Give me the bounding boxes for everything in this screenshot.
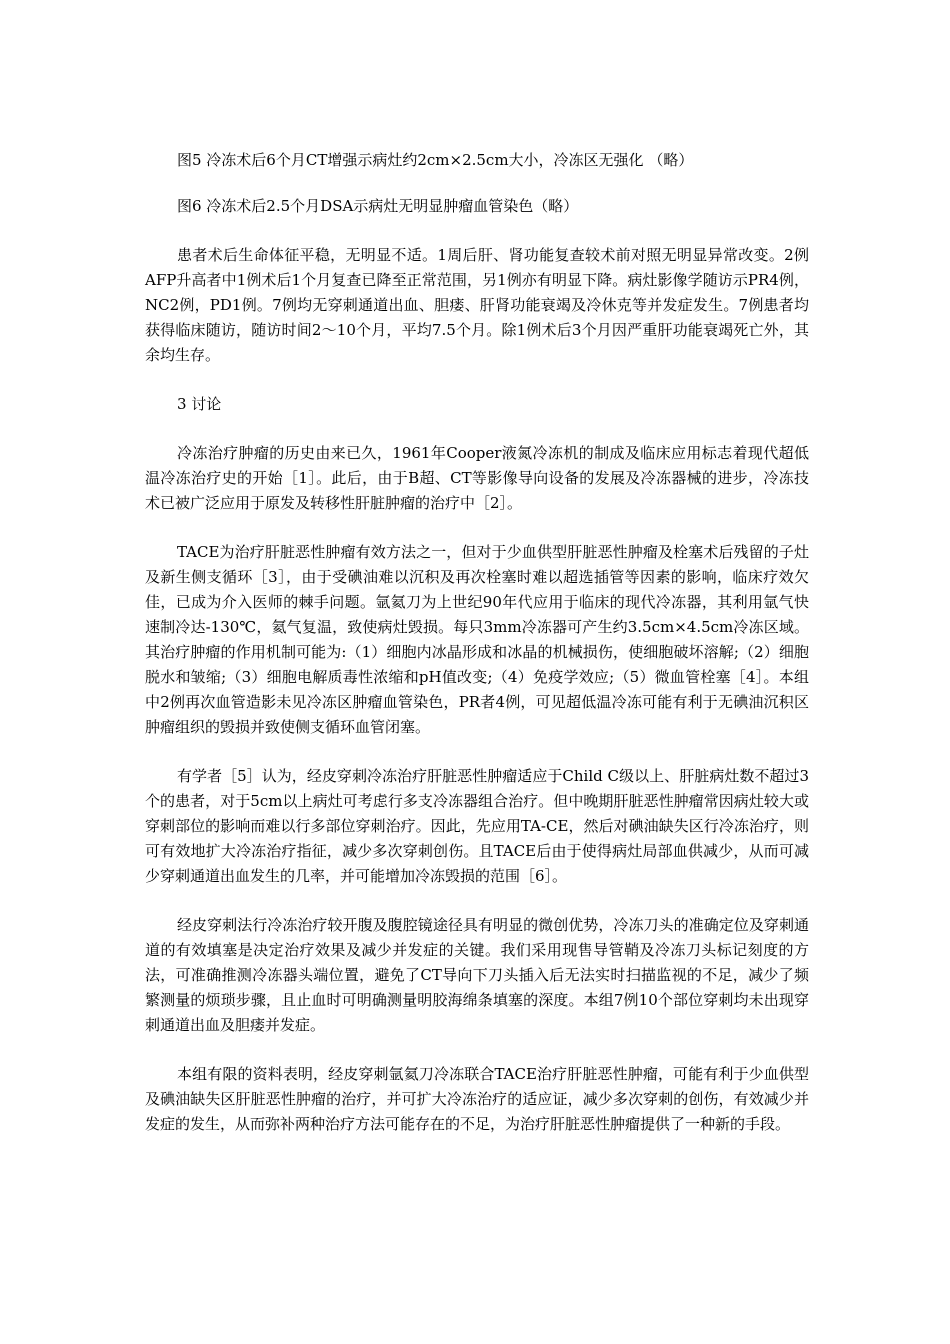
section-heading-discussion: 3 讨论 xyxy=(177,395,222,413)
results-paragraph: 患者术后生命体征平稳，无明显不适。1周后肝、肾功能复查较术前对照无明显异常改变。2例AFP升高者中1例术后1个月复查已降至正常范围，另1例亦有明显下降。病灶影像学随访示PR4例，NC2例，PD1例。7例均无穿刺通道出血、胆瘘、肝肾功能衰竭及冷休克等并发症发生。7例患者均获得临床随访，随访时间2～10个月，平均7.5个月。除1例术后3个月因严重肝功能衰竭死亡外，其余均生存。 xyxy=(145,246,809,364)
discussion-paragraph-1: 冷冻治疗肿瘤的历史由来已久，1961年Cooper液氮冷冻机的制成及临床应用标志着现代超低温冷冻治疗史的开始［1］。此后，由于B超、CT等影像导向设备的发展及冷冻器械的进步，冷冻技术已被广泛应用于原发及转移性肝脏肿瘤的治疗中［2］。 xyxy=(145,444,809,512)
figure-5-caption: 图5 冷冻术后6个月CT增强示病灶约2cm×2.5cm大小，冷冻区无强化 （略） xyxy=(177,151,694,169)
figure-6-caption: 图6 冷冻术后2.5个月DSA示病灶无明显肿瘤血管染色（略） xyxy=(177,197,579,215)
discussion-paragraph-5: 本组有限的资料表明，经皮穿刺氩氦刀冷冻联合TACE治疗肝脏恶性肿瘤，可能有利于少血供型及碘油缺失区肝脏恶性肿瘤的治疗，并可扩大冷冻治疗的适应证，减少多次穿刺的创伤，有效减少并发症的发生，从而弥补两种治疗方法可能存在的不足，为治疗肝脏恶性肿瘤提供了一种新的手段。 xyxy=(145,1065,809,1133)
discussion-paragraph-3: 有学者［5］认为，经皮穿刺冷冻治疗肝脏恶性肿瘤适应于Child C级以上、肝脏病灶数不超过3个的患者，对于5cm以上病灶可考虑行多支冷冻器组合治疗。但中晚期肝脏恶性肿瘤常因病灶较大或穿刺部位的影响而难以行多部位穿刺治疗。因此，先应用TA-CE，然后对碘油缺失区行冷冻治疗，则可有效地扩大冷冻治疗指征，减少多次穿刺创伤。且TACE后由于使得病灶局部血供减少，从而可减少穿刺通道出血发生的几率，并可能增加冷冻毁损的范围［6］。 xyxy=(145,767,809,885)
document-page xyxy=(145,148,809,1137)
discussion-paragraph-4: 经皮穿刺法行冷冻治疗较开腹及腹腔镜途径具有明显的微创优势，冷冻刀头的准确定位及穿刺通道的有效填塞是决定治疗效果及减少并发症的关键。我们采用现售导管鞘及冷冻刀头标记刻度的方法，可准确推测冷冻器头端位置，避免了CT导向下刀头插入后无法实时扫描监视的不足，减少了频繁测量的烦琐步骤，且止血时可明确测量明胶海绵条填塞的深度。本组7例10个部位穿刺均未出现穿刺通道出血及胆瘘并发症。 xyxy=(145,916,809,1034)
discussion-paragraph-2: TACE为治疗肝脏恶性肿瘤有效方法之一，但对于少血供型肝脏恶性肿瘤及栓塞术后残留的子灶及新生侧支循环［3］，由于受碘油难以沉积及再次栓塞时难以超选插管等因素的影响，临床疗效欠佳，已成为介入医师的棘手问题。氩氦刀为上世纪90年代应用于临床的现代冷冻器，其利用氩气快速制冷达-130℃，氦气复温，致使病灶毁损。每只3mm冷冻器可产生约3.5cm×4.5cm冷冻区域。其治疗肿瘤的作用机制可能为:（1）细胞内冰晶形成和冰晶的机械损伤，使细胞破坏溶解;（2）细胞脱水和皱缩;（3）细胞电解质毒性浓缩和pH值改变;（4）免疫学效应;（5）微血管栓塞［4］。本组中2例再次血管造影未见冷冻区肿瘤血管染色，PR者4例，可见超低温冷冻可能有利于无碘油沉积区肿瘤组织的毁损并致使侧支循环血管闭塞。 xyxy=(145,543,809,736)
